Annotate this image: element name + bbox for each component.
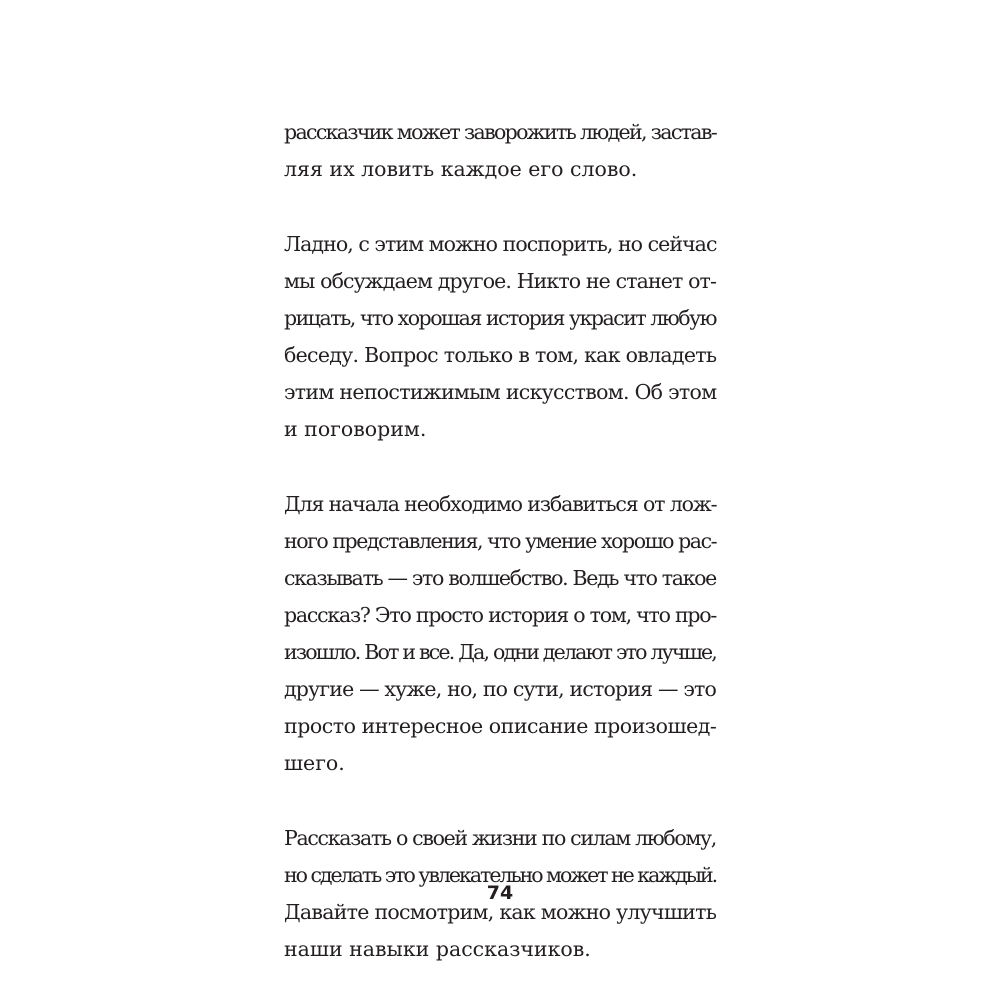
text-line: изошло. Вот и все. Да, одни делают это лучше, [284,640,716,664]
text-line: просто интересное описание произошед- [284,714,717,738]
paragraph-1 [284,114,716,188]
text-line: сказывать — это волшебство. Ведь что такое [284,566,716,590]
paragraph-3 [284,486,716,782]
text-line: ляя их ловить каждое его слово. [284,157,638,181]
text-line: Рассказать о своей жизни по силам любому, [284,826,716,850]
text-line: этим непостижимым искусством. Об этом [284,380,717,404]
text-line: другие — хуже, но, по сути, история — это [284,677,716,701]
text-line: рицать, что хорошая история украсит любую [284,306,716,330]
text-line: но сделать это увлекательно может не каждый. [284,863,717,887]
text-line: Давайте посмотрим, как можно улучшить [284,900,717,924]
text-line: наши навыки рассказчиков. [284,937,591,961]
text-line: рассказ? Это просто история о том, что про- [284,603,717,627]
text-line: Ладно, с этим можно поспорить, но сейчас [284,232,717,256]
text-line: Для начала необходимо избавиться от лож- [284,492,717,516]
body-text [284,114,716,1000]
page-number: 74 [486,882,514,904]
text-line: и поговорим. [284,417,427,441]
text-line: шего. [284,751,345,775]
text-line: ного представления, что умение хорошо рас- [284,529,717,553]
text-line: мы обсуждаем другое. Никто не станет от- [284,269,716,293]
text-line: беседу. Вопрос только в том, как овладеть [284,343,717,367]
text-line: рассказчик может заворожить людей, застав- [284,120,716,144]
paragraph-2 [284,226,716,448]
